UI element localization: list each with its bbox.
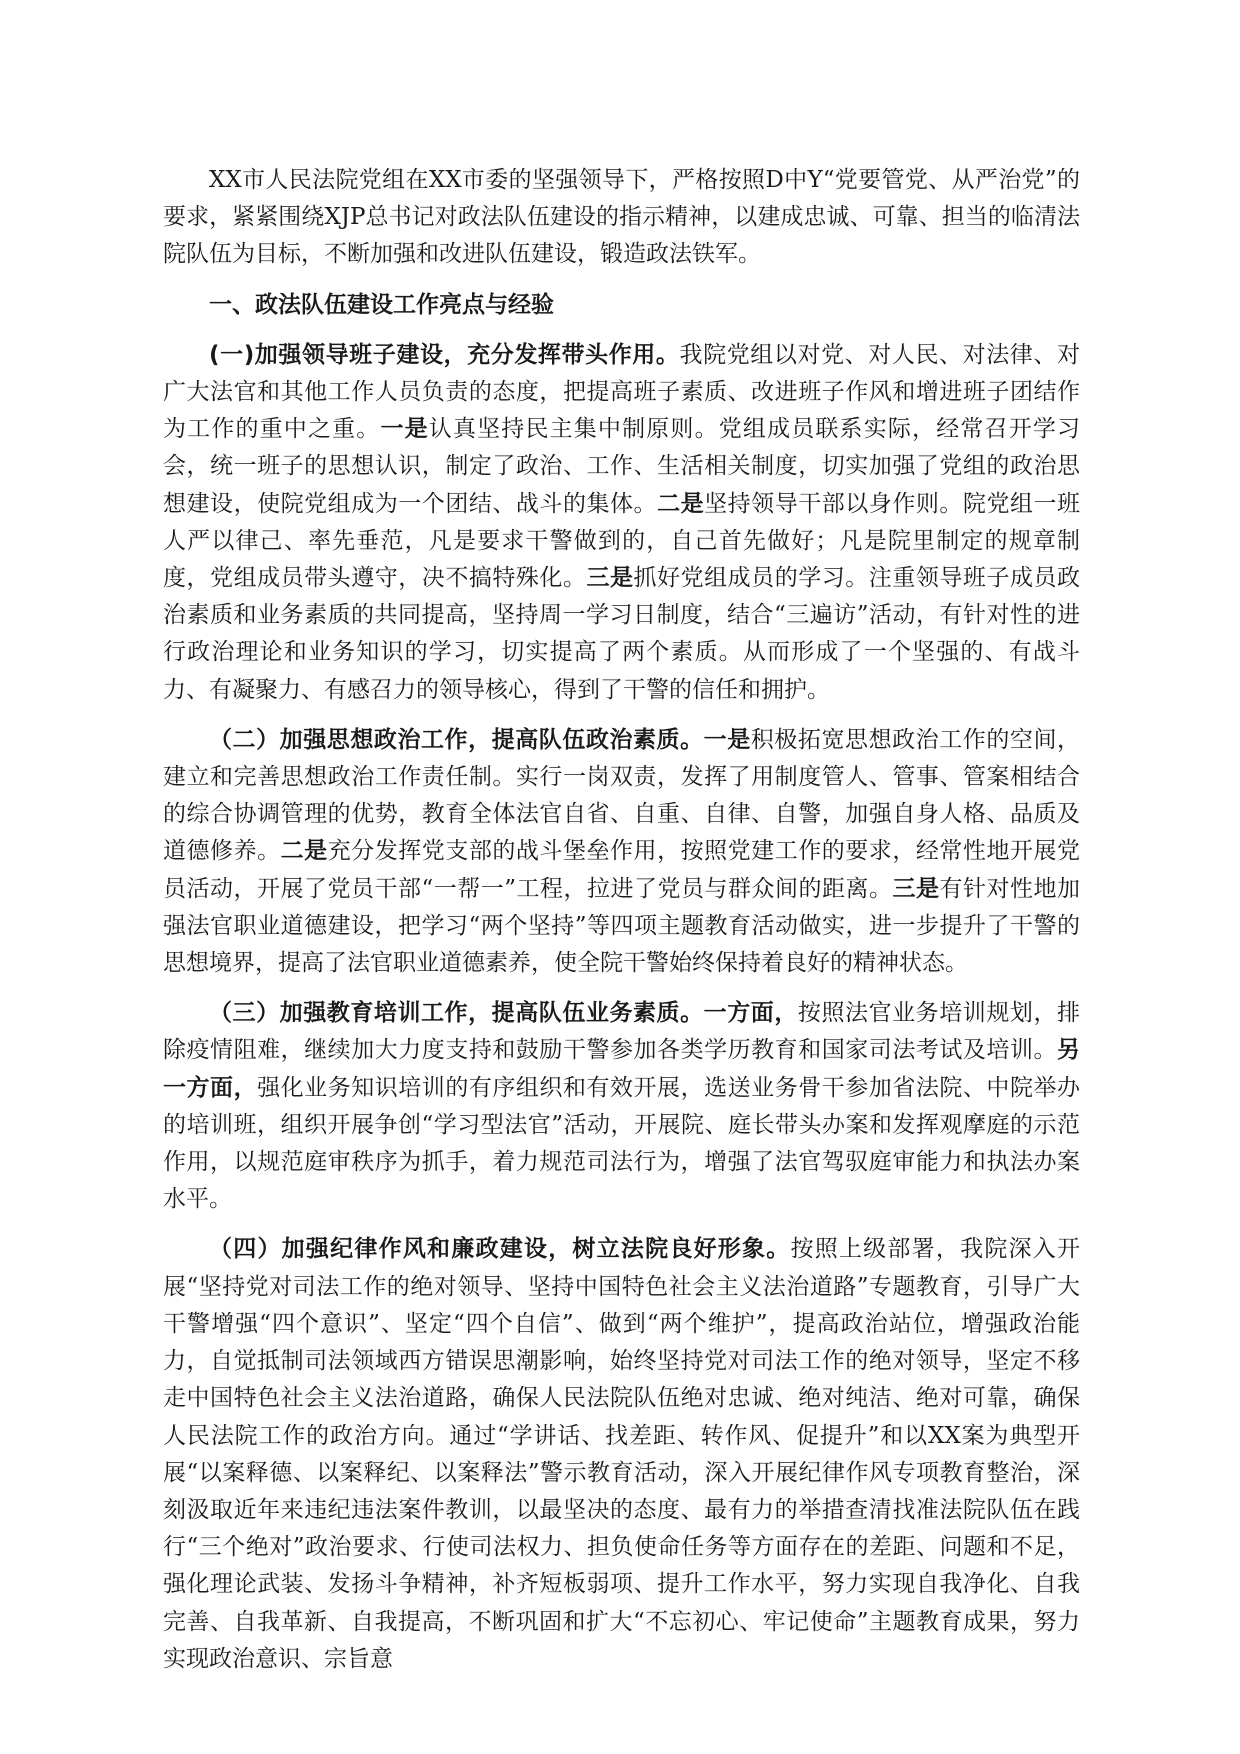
paragraph-text: 积极拓宽思想政治工作的空间，建立和完善思想政治工作责任制。实行一岗双责，发挥了用制度管人、管事、管案相结合的综合协调管理的优势，教育全体法官自省、自重、自律、自警，加强自身人格、品质及道德修养。 (163, 726, 1081, 865)
paragraph-text: 充分发挥党支部的战斗堡垒作用，按照党建工作的要求，经常性地开展党员活动，开展了党员干部“一帮一”工程，拉进了党员与群众间的距离。 (163, 838, 1081, 902)
intro-paragraph: XX市人民法院党组在XX市委的坚强领导下，严格按照D中Y“党要管党、从严治党”的要求，紧紧围绕XJP总书记对政法队伍建设的指示精神，以建成忠诚、可靠、担当的临清法院队伍为目标，不断加强和改进队伍建设，锻造政法铁军。 (163, 167, 1080, 268)
paragraph-text: 有针对性地加强法官职业道德建设，把学习“两个坚持”等四项主题教育活动做实，进一步提升了干警的思想境界，提高了法官职业道德素养，使全院干警始终保持着良好的精神状态。 (163, 875, 1080, 977)
paragraph-lead: （二）加强思想政治工作，提高队伍政治素质。 (209, 726, 704, 753)
paragraph-leadership (163, 337, 1080, 709)
paragraph-text: 坚持领导干部以身作则。院党组一班人严以律己、率先垂范，凡是要求干警做到的，自己首先做好；凡是院里制定的规章制度，党组成员带头遵守，决不搞特殊化。 (163, 490, 1081, 592)
keyword: 三是 (892, 875, 940, 902)
paragraph-political-work (163, 722, 1080, 982)
section-heading-1: 一、政法队伍建设工作亮点与经验 (209, 291, 554, 318)
paragraph-text: 认真坚持民主集中制原则。党组成员联系实际，经常召开学习会，统一班子的思想认识，制定了政治、工作、生活相关制度，切实加强了党组的政治思想建设，使院党组成为一个团结、战斗的集体。 (163, 416, 1081, 517)
paragraph-lead: （三）加强教育培训工作，提高队伍业务素质。 (209, 1000, 704, 1027)
keyword: 一是 (380, 416, 429, 443)
paragraph-text: 按照上级部署，我院深入开展“坚持党对司法工作的绝对领导、坚持中国特色社会主义法治道路”专题教育，引导广大干警增强“四个意识”、坚定“四个自信”、做到“两个维护”，提高政治站位，增强政治能力，自觉抵制司法领域西方错误思潮影响，始终坚持党对司法工作的绝对领导，坚定不移走中国特色社会主义法治道路，确保人民法院队伍绝对忠诚、绝对纯洁、绝对可靠，确保人民法院工作的政治方向。通过“学讲话、找差距、转作风、促提升”和以XX案为典型开展“以案释德、以案释纪、以案释法”警示教育活动，深入开展纪律作风专项教育整治，深刻汲取近年来违纪违法案件教训，以最坚决的态度、最有力的举措查清找准法院队伍在践行“三个绝对”政治要求、行使司法权力、担负使命任务等方面存在的差距、问题和不足，强化理论武装、发扬斗争精神，补齐短板弱项、提升工作水平，努力实现自我净化、自我完善、自我革新、自我提高，不断巩固和扩大“不忘初心、牢记使命”主题教育成果，努力实现政治意识、宗旨意 (163, 1236, 1081, 1672)
paragraph-text: 强化业务知识培训的有序组织和有效开展，选送业务骨干参加省法院、中院举办的培训班，组织开展争创“学习型法官”活动，开展院、庭长带头办案和发挥观摩庭的示范作用，以规范庭审秩序为抓手，着力规范司法行为，增强了法官驾驭庭审能力和执法办案水平。 (163, 1074, 1081, 1213)
keyword: 二是 (657, 490, 705, 517)
keyword: 三是 (586, 565, 634, 592)
keyword: 二是 (280, 838, 328, 865)
keyword: 另一方面， (163, 1037, 1080, 1101)
paragraph-text: 按照法官业务培训规划，排除疫情阻难，继续加大力度支持和鼓励干警参加各类学历教育和国家司法考试及培训。 (163, 1000, 1081, 1064)
paragraph-text: 我院党组以对党、对人民、对法律、对广大法官和其他工作人员负责的态度，把提高班子素质、改进班子作风和增进班子团结作为工作的重中之重。 (163, 341, 1080, 443)
paragraph-lead: （四）加强纪律作风和廉政建设，树立法院良好形象。 (209, 1236, 791, 1263)
keyword: 一方面， (703, 1000, 798, 1027)
paragraph-text: 抓好党组成员的学习。注重领导班子成员政治素质和业务素质的共同提高，坚持周一学习日制度，结合“三遍访”活动，有针对性的进行政治理论和业务知识的学习，切实提高了两个素质。从而形成了一个坚强的、有战斗力、有凝聚力、有感召力的领导核心，得到了干警的信任和拥护。 (163, 565, 1081, 703)
paragraph-discipline (163, 1231, 1080, 1677)
paragraph-training (163, 995, 1080, 1218)
document-page (163, 162, 1080, 1678)
paragraph-lead: (一)加强领导班子建设，充分发挥带头作用。 (209, 341, 680, 368)
keyword: 一是 (703, 726, 751, 753)
